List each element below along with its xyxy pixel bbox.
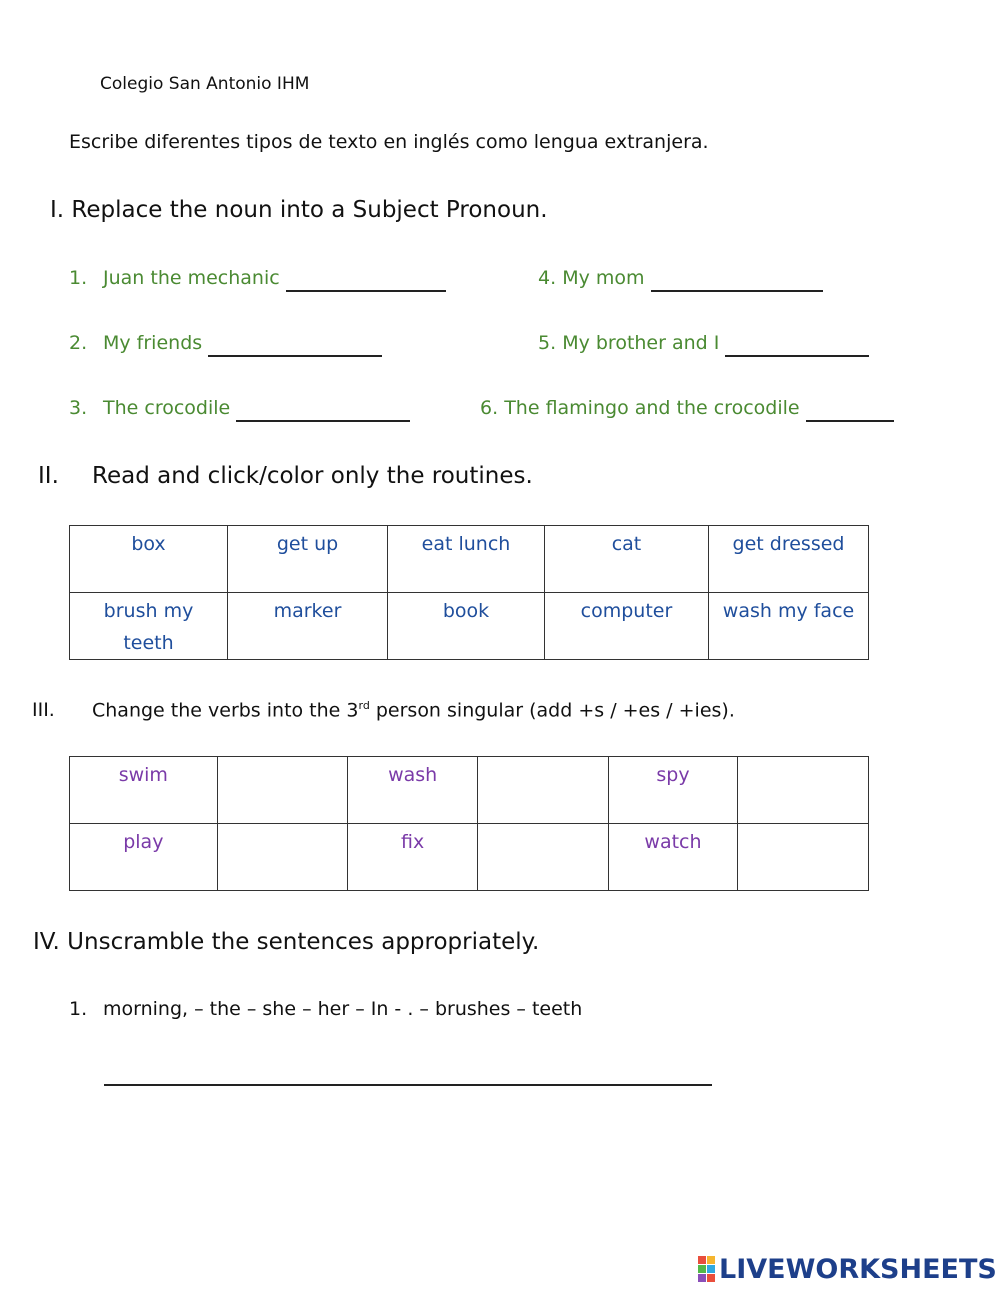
- question-text: My brother and I: [562, 332, 720, 354]
- verb-cell: fix: [348, 824, 478, 891]
- question-5: [538, 332, 869, 357]
- verb-cell: watch: [608, 824, 738, 891]
- routine-cell[interactable]: brush my teeth: [70, 593, 228, 660]
- liveworksheets-logo: [698, 1254, 997, 1284]
- section-3-sup: rd: [358, 699, 370, 712]
- routine-cell[interactable]: computer: [545, 593, 709, 660]
- question-1: [69, 267, 446, 292]
- answer-input-5[interactable]: [725, 333, 869, 357]
- verb-cell: wash: [348, 757, 478, 824]
- routine-cell[interactable]: get dressed: [709, 526, 869, 593]
- verb-cell: play: [70, 824, 218, 891]
- question-4: [538, 267, 823, 292]
- question-number: 5.: [538, 332, 557, 354]
- answer-input-1[interactable]: [286, 268, 446, 292]
- question-text: My mom: [562, 267, 645, 289]
- question-text: The crocodile: [103, 397, 231, 419]
- verb-answer-input[interactable]: [738, 759, 872, 821]
- verb-answer-input[interactable]: [478, 826, 612, 888]
- question-number: 1.: [69, 267, 88, 289]
- answer-input-4[interactable]: [651, 268, 823, 292]
- verb-answer-cell[interactable]: [217, 824, 348, 891]
- verb-answer-input[interactable]: [478, 759, 612, 821]
- section-3-text-b: person singular (add +s / +es / +ies).: [369, 699, 735, 722]
- verb-answer-cell[interactable]: [478, 824, 609, 891]
- verb-answer-cell[interactable]: [217, 757, 348, 824]
- scramble-number: 1.: [69, 998, 88, 1020]
- routine-cell[interactable]: eat lunch: [388, 526, 545, 593]
- routine-cell[interactable]: box: [70, 526, 228, 593]
- verb-answer-cell[interactable]: [738, 824, 869, 891]
- section-1-title: I. Replace the noun into a Subject Pronoun.: [50, 197, 548, 223]
- verb-cell: spy: [608, 757, 738, 824]
- question-3: [69, 397, 410, 422]
- routine-cell[interactable]: book: [388, 593, 545, 660]
- question-text: The flamingo and the crocodile: [504, 397, 800, 419]
- question-2: [69, 332, 382, 357]
- verbs-table: [69, 756, 869, 891]
- section-3-number: III.: [32, 699, 55, 722]
- question-number: 6.: [480, 397, 499, 419]
- section-2-number: II.: [38, 463, 59, 489]
- routines-table: [69, 525, 869, 660]
- scramble-item-1: [69, 998, 582, 1020]
- answer-input-3[interactable]: [236, 398, 410, 422]
- routine-cell[interactable]: get up: [228, 526, 388, 593]
- question-text: My friends: [103, 332, 203, 354]
- answer-input-6[interactable]: [806, 398, 894, 422]
- section-2-title: [38, 463, 533, 489]
- scramble-text: morning, – the – she – her – In - . – brushes – teeth: [103, 998, 583, 1020]
- section-3-title: [32, 699, 735, 721]
- section-2-text: Read and click/color only the routines.: [92, 463, 533, 489]
- routine-cell[interactable]: wash my face: [709, 593, 869, 660]
- scramble-answer-input-1[interactable]: [104, 1060, 712, 1086]
- question-number: 4.: [538, 267, 557, 289]
- section-3-text-a: Change the verbs into the 3: [92, 699, 359, 722]
- objective-text: Escribe diferentes tipos de texto en inglés como lengua extranjera.: [69, 131, 709, 153]
- routine-cell[interactable]: marker: [228, 593, 388, 660]
- logo-text: LIVEWORKSHEETS: [719, 1253, 997, 1285]
- verb-answer-cell[interactable]: [738, 757, 869, 824]
- verb-cell: swim: [70, 757, 218, 824]
- question-text: Juan the mechanic: [103, 267, 280, 289]
- logo-mark-icon: [698, 1256, 715, 1282]
- verb-answer-input[interactable]: [738, 826, 872, 888]
- section-4-title: IV. Unscramble the sentences appropriately.: [33, 929, 540, 955]
- question-6: [480, 397, 894, 422]
- school-name: Colegio San Antonio IHM: [100, 74, 310, 94]
- answer-input-2[interactable]: [208, 333, 382, 357]
- verb-answer-input[interactable]: [218, 826, 352, 888]
- routine-cell[interactable]: cat: [545, 526, 709, 593]
- question-number: 3.: [69, 397, 88, 419]
- question-number: 2.: [69, 332, 88, 354]
- verb-answer-cell[interactable]: [478, 757, 609, 824]
- verb-answer-input[interactable]: [218, 759, 352, 821]
